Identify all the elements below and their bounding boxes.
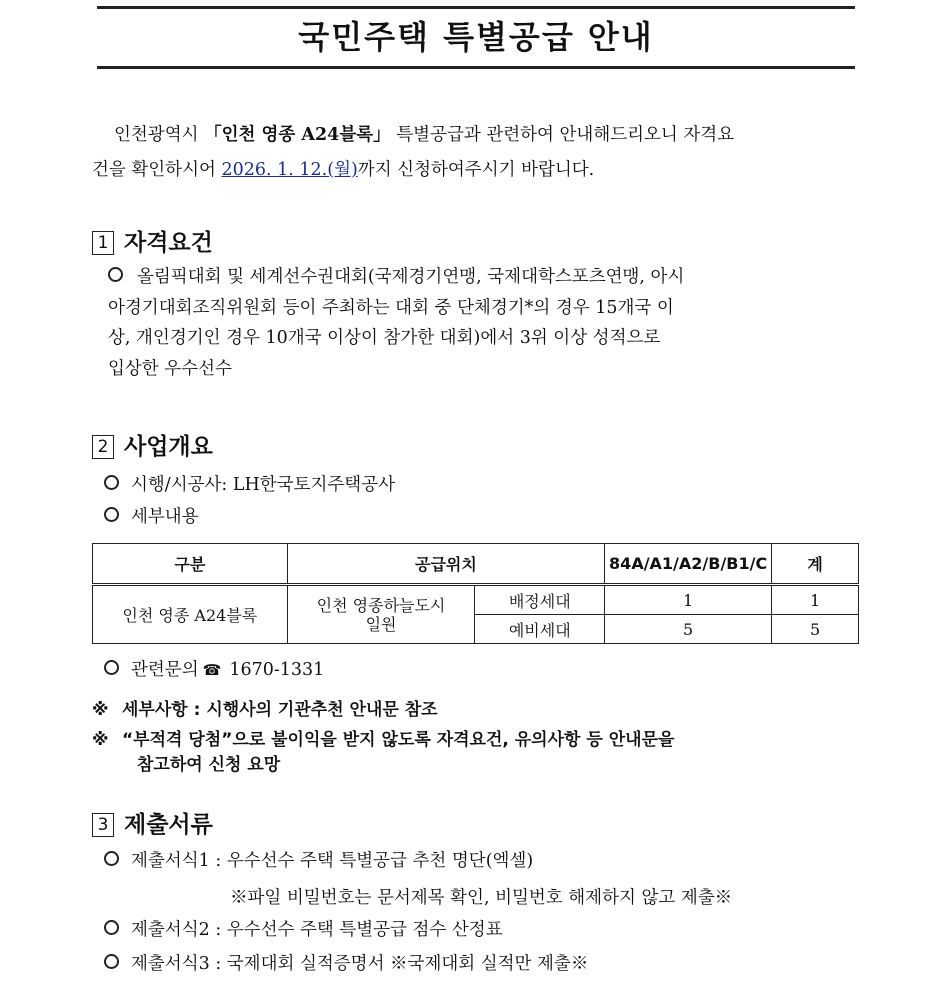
- section-3-title: 제출서류: [124, 812, 213, 838]
- cell-units: 5: [605, 615, 772, 644]
- document-item: [104, 915, 503, 945]
- circle-bullet-icon: [104, 851, 119, 866]
- intro-paragraph: [92, 118, 862, 188]
- reference-mark-icon: ※: [92, 730, 109, 750]
- document-item: [104, 846, 533, 876]
- note-2-text: “부적격 당첨”으로 불이익을 받지 않도록 자격요건, 유의사항 등 안내문을: [122, 730, 675, 750]
- circle-bullet-icon: [104, 660, 119, 675]
- eligibility-line-2: 아경기대회조직위원회 등이 주최하는 대회 중 단체경기*의 경우 15개국 이: [108, 297, 674, 318]
- circle-bullet-icon: [104, 475, 119, 490]
- section-2-number: 2: [92, 435, 114, 459]
- document-item-2: 제출서식2 : 우수선수 주택 특별공급 점수 산정표: [131, 920, 503, 940]
- circle-bullet-icon: [108, 267, 123, 282]
- eligibility-paragraph: [108, 262, 838, 384]
- eligibility-line-1: 올림픽대회 및 세계선수권대회(국제경기연맹, 국제대학스포츠연맹, 아시: [137, 267, 685, 287]
- page-title: 국민주택 특별공급 안내: [298, 18, 654, 56]
- document-item: [104, 949, 588, 979]
- table-header-row: [93, 544, 859, 585]
- developer-bullet: [104, 470, 395, 500]
- table-row: [93, 585, 859, 615]
- contact-label: 관련문의: [131, 660, 199, 680]
- deadline-date: 2026. 1. 12.(월): [221, 160, 358, 180]
- header-location: 공급위치: [287, 544, 604, 585]
- intro-text-3: 건을 확인하시어: [92, 160, 216, 180]
- developer-text: 시행/시공사: LH한국토지주택공사: [131, 475, 396, 495]
- section-1-title: 자격요건: [124, 230, 213, 256]
- document-item-1: 제출서식1 : 우수선수 주택 특별공급 추천 명단(엑셀): [131, 851, 534, 871]
- header-category: 구분: [93, 544, 288, 585]
- note-2-text-2: 참고하여 신청 요망: [137, 755, 281, 775]
- note-2: [92, 727, 674, 754]
- circle-bullet-icon: [104, 507, 119, 522]
- password-note-text: ※파일 비밀번호는 문서제목 확인, 비밀번호 해제하지 않고 제출※: [230, 888, 733, 908]
- circle-bullet-icon: [104, 920, 119, 935]
- title-rule-bottom: [97, 66, 855, 69]
- header-total: 계: [772, 544, 859, 585]
- section-2-heading: [92, 432, 213, 462]
- eligibility-line-4: 입상한 우수선수: [108, 358, 232, 379]
- section-1-heading: [92, 228, 213, 258]
- intro-text-1: 인천광역시: [114, 125, 199, 145]
- reference-mark-icon: ※: [92, 700, 109, 720]
- details-bullet: [104, 502, 199, 532]
- section-1-number: 1: [92, 231, 114, 255]
- intro-text-4: 까지 신청하여주시기 바랍니다.: [357, 160, 595, 180]
- note-1: [92, 697, 438, 724]
- cell-total: 1: [772, 585, 859, 615]
- cell-units: 1: [605, 585, 772, 615]
- note-2-continued: [137, 752, 280, 779]
- intro-text-2: 특별공급과 관련하여 안내해드리오니 자격요: [396, 125, 735, 145]
- title-rule-top: [97, 6, 855, 9]
- cell-type: 예비세대: [475, 615, 605, 644]
- contact-number: 1670-1331: [229, 660, 325, 680]
- section-3-heading: [92, 810, 213, 840]
- header-unit-types: 84A/A1/A2/B/B1/C: [605, 544, 772, 585]
- password-note: [230, 883, 732, 913]
- cell-location: [287, 585, 475, 644]
- section-3-number: 3: [92, 813, 114, 837]
- note-1-text: 세부사항 : 시행사의 기관추천 안내문 참조: [122, 700, 438, 720]
- supply-table: [92, 543, 859, 644]
- phone-icon: ☎: [202, 661, 222, 679]
- document-item-3: 제출서식3 : 국제대회 실적증명서 ※국제대회 실적만 제출※: [131, 954, 589, 974]
- intro-block-name: 「인천 영종 A24블록」: [204, 125, 391, 145]
- cell-category: 인천 영종 A24블록: [93, 585, 288, 644]
- circle-bullet-icon: [104, 954, 119, 969]
- eligibility-line-3: 상, 개인경기인 경우 10개국 이상이 참가한 대회)에서 3위 이상 성적으로: [108, 328, 661, 348]
- cell-total: 5: [772, 615, 859, 644]
- cell-location-line-2: 일원: [365, 614, 397, 634]
- cell-location-line-1: 인천 영종하늘도시: [316, 595, 446, 615]
- cell-type: 배정세대: [475, 585, 605, 615]
- contact-bullet: [104, 655, 324, 685]
- details-text: 세부내용: [131, 507, 199, 527]
- section-2-title: 사업개요: [124, 434, 213, 460]
